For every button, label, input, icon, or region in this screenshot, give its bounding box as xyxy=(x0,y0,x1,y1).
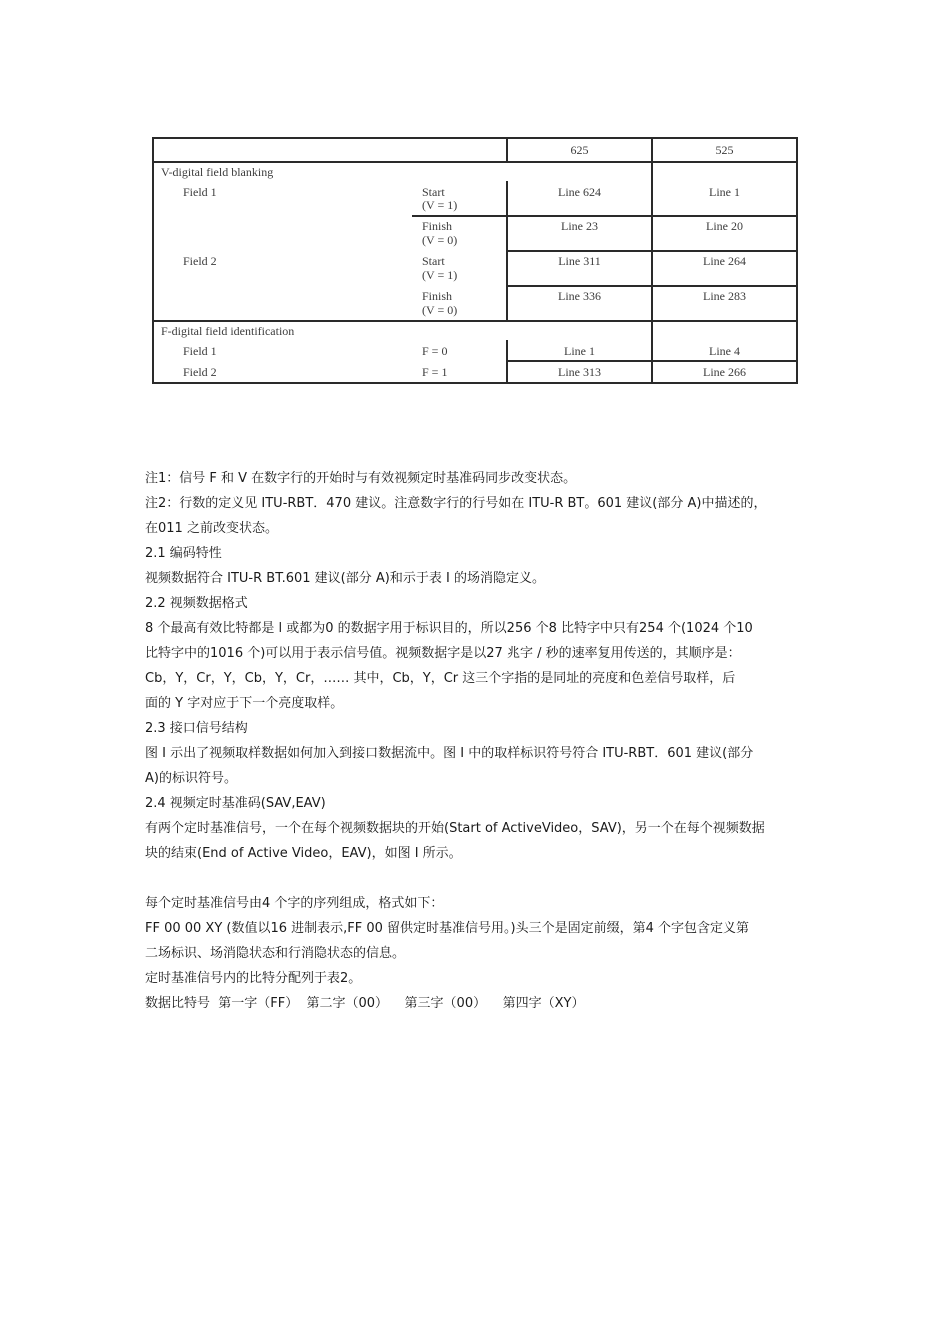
cell-625: Line 311 xyxy=(558,254,601,268)
paragraph: A)的标识符号。 xyxy=(145,771,237,786)
cell-525: Line 283 xyxy=(703,289,746,303)
cell-525: Line 1 xyxy=(709,185,740,199)
condition-value: (V = 0) xyxy=(422,233,458,247)
cell-525: Line 264 xyxy=(703,254,746,268)
document-body xyxy=(145,466,813,1016)
row-divider xyxy=(412,215,798,217)
cell-525: Line 4 xyxy=(709,344,740,358)
condition-value: (V = 0) xyxy=(422,303,458,317)
header-625: 625 xyxy=(570,143,589,157)
condition-value: (V = 1) xyxy=(422,268,458,282)
paragraph: 每个定时基准信号由4 个字的序列组成，格式如下： xyxy=(145,896,444,911)
row-divider xyxy=(506,250,798,252)
cell-525: Line 20 xyxy=(706,219,743,233)
table-border-bottom xyxy=(152,382,798,384)
header-separator xyxy=(152,161,798,163)
table-border-right xyxy=(796,137,798,384)
paragraph: 块的结束(End of Active Video，EAV)，如图 I 所示。 xyxy=(145,846,462,861)
heading-2-4: 2.4 视频定时基准码(SAV,EAV) xyxy=(145,796,326,811)
field-label: Field 2 xyxy=(183,365,217,379)
heading-2-1: 2.1 编码特性 xyxy=(145,546,222,561)
heading-2-3: 2.3 接口信号结构 xyxy=(145,721,248,736)
note-2-cont: 在011 之前改变状态。 xyxy=(145,521,278,536)
cell-625: Line 1 xyxy=(564,344,595,358)
table-border-left xyxy=(152,137,154,384)
field-label: Field 2 xyxy=(183,254,217,268)
condition-label: F = 1 xyxy=(422,365,448,379)
cell-625: Line 313 xyxy=(558,365,601,379)
blank-line xyxy=(145,866,813,891)
paragraph: 有两个定时基准信号，一个在每个视频数据块的开始(Start of ActiveVideo，SAV)，另一个在每个视频数据 xyxy=(145,821,765,836)
note-1: 注1：信号 F 和 V 在数字行的开始时与有效视频定时基准码同步改变状态。 xyxy=(145,471,577,486)
paragraph: 比特字中的1016 个)可以用于表示信号值。视频数据字是以27 兆字 / 秒的速率复用传送的，其顺序是： xyxy=(145,646,741,661)
condition-label: Start xyxy=(422,185,445,199)
paragraph: 8 个最高有效比特都是 l 或都为0 的数据字用于标识目的，所以256 个8 比特字中只有254 个(1024 个10 xyxy=(145,621,753,636)
condition-label: Finish xyxy=(422,289,453,303)
note-2: 注2：行数的定义见 ITU-RBT．470 建议。注意数字行的行号如在 ITU-R BT。601 建议(部分 A)中描述的， xyxy=(145,496,767,511)
heading-2-2: 2.2 视频数据格式 xyxy=(145,596,248,611)
section-separator xyxy=(152,320,798,322)
section-title: V-digital field blanking xyxy=(161,165,274,179)
field-label: Field 1 xyxy=(183,185,217,199)
row-divider xyxy=(506,360,798,362)
condition-label: Start xyxy=(422,254,445,268)
paragraph: FF 00 00 XY (数值以16 进制表示,FF 00 留供定时基准信号用。)头三个是固定前缀，第4 个字包含定义第 xyxy=(145,921,750,936)
condition-value: (V = 1) xyxy=(422,198,458,212)
condition-label: Finish xyxy=(422,219,453,233)
bit-table-header: 数据比特号 第一字（FF） 第二字（00） 第三字（00） 第四字（XY） xyxy=(145,996,585,1011)
paragraph: 面的 Y 字对应于下一个亮度取样。 xyxy=(145,696,344,711)
condition-label: F = 0 xyxy=(422,344,448,358)
cell-625: Line 23 xyxy=(561,219,598,233)
field-label: Field 1 xyxy=(183,344,217,358)
cell-625: Line 336 xyxy=(558,289,601,303)
paragraph: Cb，Y，Cr，Y，Cb，Y，Cr，…… 其中，Cb，Y，Cr 这三个字指的是同址的亮度和色差信号取样，后 xyxy=(145,671,736,686)
field-blanking-table xyxy=(152,137,798,384)
table-border-top xyxy=(152,137,798,139)
cell-625: Line 624 xyxy=(558,185,601,199)
paragraph: 视频数据符合 ITU-R BT.601 建议(部分 A)和示于表 I 的场消隐定义。 xyxy=(145,571,545,586)
row-divider xyxy=(506,285,798,287)
paragraph: 定时基准信号内的比特分配列于表2。 xyxy=(145,971,362,986)
paragraph: 二场标识、场消隐状态和行消隐状态的信息。 xyxy=(145,946,406,961)
section-title: F-digital field identification xyxy=(161,324,295,338)
cell-525: Line 266 xyxy=(703,365,746,379)
header-525: 525 xyxy=(715,143,734,157)
paragraph: 图 I 示出了视频取样数据如何加入到接口数据流中。图 I 中的取样标识符号符合 ITU-RBT．601 建议(部分 xyxy=(145,746,754,761)
